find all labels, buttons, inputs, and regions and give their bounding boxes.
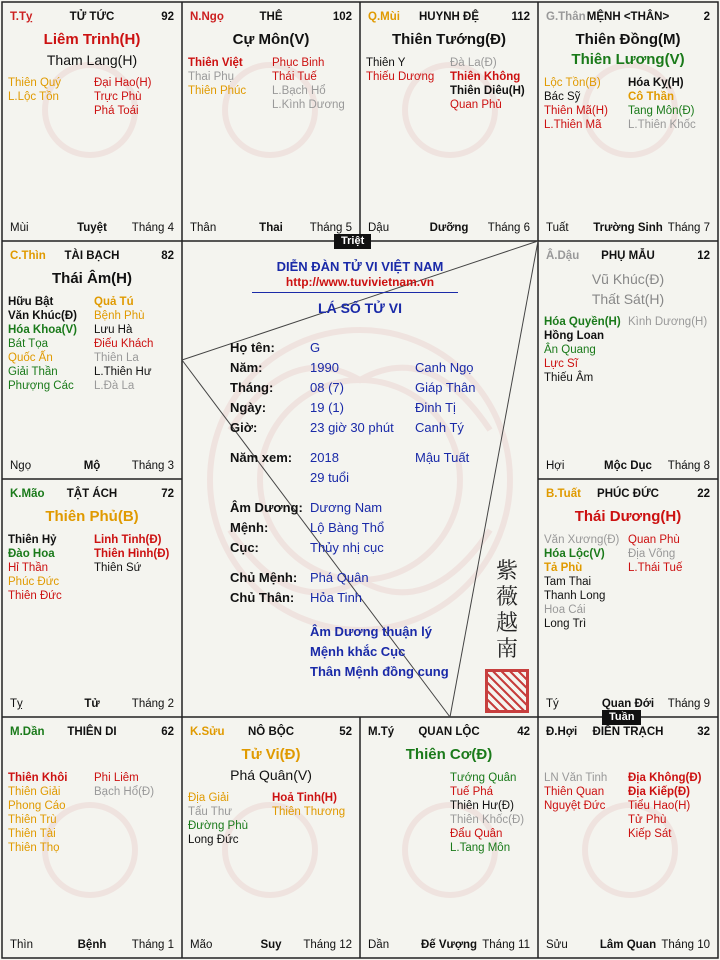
minor-stars-right: [450, 771, 524, 855]
minor-star: Thiên Không: [450, 71, 521, 83]
palace-can: Đ.Hợi: [546, 726, 578, 738]
minor-stars-right: [94, 76, 152, 118]
palace-footer: [190, 221, 352, 235]
info-extra: Mậu Tuất: [415, 450, 470, 465]
palace-number: 72: [161, 488, 174, 500]
minor-star: Bát Tọa: [8, 338, 49, 350]
info-label: Cục:: [230, 540, 259, 555]
minor-stars-right: [628, 533, 682, 575]
minor-star: Lộc Tồn(B): [544, 77, 601, 89]
minor-stars-left: [8, 76, 61, 104]
minor-star: L.Kình Dương: [272, 99, 345, 111]
minor-star: L.Lộc Tồn: [8, 91, 59, 103]
minor-star: Quan Phủ: [450, 99, 502, 111]
palace-life-stage: Trường Sinh: [593, 222, 663, 234]
palace-ty: [2, 2, 182, 241]
minor-star: Phúc Đức: [8, 576, 60, 588]
palace-number: 82: [161, 250, 174, 262]
minor-star: Long Đức: [188, 834, 239, 846]
minor-stars-right: [450, 56, 525, 112]
palace-footer: [546, 459, 710, 473]
palace-branch: Tý: [546, 698, 559, 710]
minor-stars-right: [94, 295, 153, 393]
minor-star: Kình Dương(H): [628, 316, 708, 328]
minor-star: Kiếp Sát: [628, 828, 672, 840]
palace-dan: [2, 717, 182, 958]
palace-ty2: [360, 717, 538, 958]
palace-life-stage: Thai: [259, 222, 283, 234]
info-label: Giờ:: [230, 420, 258, 435]
palace-branch: Mùi: [10, 222, 29, 234]
minor-stars-left: [366, 56, 434, 84]
palace-branch: Mão: [190, 939, 213, 951]
minor-star: Thiếu Âm: [544, 372, 594, 384]
minor-star: Địa Giải: [188, 792, 229, 804]
main-star: Thiên Đồng(M): [575, 31, 681, 48]
palace-name: TẬT ÁCH: [66, 488, 118, 500]
main-star: Phá Quân(V): [230, 767, 312, 783]
minor-stars-left: [544, 771, 607, 813]
palace-month: Tháng 12: [303, 939, 352, 951]
main-stars: [6, 269, 178, 289]
minor-star: Quả Tú: [94, 296, 134, 308]
palace-can: M.Tý: [368, 726, 395, 738]
minor-stars-right: [272, 791, 345, 819]
calligraphy-char: 紫: [495, 559, 518, 584]
minor-star: Bác Sỹ: [544, 91, 581, 103]
minor-star: Lưu Hà: [94, 324, 133, 336]
palace-footer: [368, 221, 530, 235]
minor-star: Hóa Khoa(V): [8, 324, 77, 336]
palace-life-stage: Suy: [260, 939, 282, 951]
minor-star: Hoả Tinh(H): [272, 792, 337, 804]
info-value: Phá Quân: [310, 570, 369, 585]
main-star: Tham Lang(H): [46, 52, 138, 68]
minor-star: Phượng Các: [8, 380, 74, 392]
minor-star: Đường Phù: [188, 820, 248, 832]
minor-star: Thiên Đức: [8, 590, 62, 602]
palace-header: [546, 725, 710, 741]
palace-life-stage: Tuyệt: [77, 222, 107, 234]
minor-stars-left: [8, 533, 62, 603]
palace-footer: [10, 697, 174, 711]
palace-month: Tháng 5: [309, 222, 352, 234]
palace-can: Q.Mùi: [368, 11, 400, 23]
palace-can: K.Sửu: [190, 726, 225, 738]
minor-star: Địa Không(Đ): [628, 772, 702, 784]
minor-star: Hóa Quyền(H): [544, 316, 621, 328]
palace-can: K.Mão: [10, 488, 45, 500]
palace-footer: [368, 938, 530, 952]
palace-hoi: [538, 717, 718, 958]
minor-star: Cô Thần: [628, 91, 674, 103]
info-value: Thủy nhị cục: [310, 540, 384, 555]
palace-number: 2: [703, 11, 710, 23]
minor-star: Địa Võng: [628, 548, 676, 560]
palace-name: QUAN LỘC: [418, 726, 480, 738]
minor-star: Lực Sĩ: [544, 358, 578, 370]
info-value: Lộ Bàng Thổ: [310, 520, 385, 535]
minor-star: LN Văn Tinh: [544, 772, 608, 784]
main-star: Thiên Cơ(Đ): [405, 746, 493, 763]
minor-star: Đẩu Quân: [450, 828, 503, 840]
minor-star: L.Tang Môn: [450, 842, 511, 854]
palace-footer: [546, 221, 710, 235]
minor-star: Linh Tinh(Đ): [94, 534, 162, 546]
minor-star: Thiên Trù: [8, 814, 57, 826]
minor-star: L.Thiên Mã: [544, 119, 602, 131]
info-label: Năm xem:: [230, 450, 293, 465]
palace-footer: [10, 938, 174, 952]
palace-header: [10, 249, 174, 265]
main-stars: [542, 269, 714, 309]
palace-header: [368, 10, 530, 26]
palace-ngo: [182, 2, 360, 241]
minor-star: Thiên Khôi: [8, 772, 68, 784]
palace-footer: [546, 697, 710, 711]
minor-star: Quan Phù: [628, 534, 680, 546]
palace-branch: Hợi: [546, 460, 565, 472]
palace-can: M.Dần: [10, 726, 45, 738]
main-stars: [186, 30, 356, 50]
minor-star: L.Đà La: [94, 380, 135, 392]
palace-header: [368, 725, 530, 741]
vertical-calligraphy: [492, 559, 522, 663]
palace-footer: [190, 938, 352, 952]
palace-footer: [10, 459, 174, 473]
minor-star: Thiên La: [94, 352, 139, 364]
minor-star: Phong Cáo: [8, 800, 66, 812]
palace-month: Tháng 6: [487, 222, 530, 234]
info-value: 2018: [310, 450, 339, 465]
palace-number: 92: [161, 11, 174, 23]
minor-star: Hữu Bật: [8, 296, 54, 308]
palace-than: [538, 2, 718, 241]
minor-star: Thiếu Dương: [366, 71, 435, 83]
palace-suu: [182, 717, 360, 958]
info-value: 29 tuổi: [310, 470, 350, 485]
palace-header: [546, 487, 710, 503]
info-extra: Đinh Tị: [415, 400, 456, 415]
palace-branch: Thìn: [10, 939, 34, 951]
palace-name: PHÚC ĐỨC: [597, 488, 659, 500]
info-value: Hỏa Tinh: [310, 590, 363, 605]
minor-star: Hoa Cái: [544, 604, 586, 616]
minor-star: Tướng Quân: [450, 772, 517, 784]
palace-life-stage: Quan Đới: [601, 698, 655, 710]
palace-number: 52: [339, 726, 352, 738]
minor-star: L.Thái Tuế: [628, 562, 683, 574]
minor-star: Phục Binh: [272, 57, 325, 69]
palace-can: G.Thân: [546, 11, 586, 23]
main-star: Thiên Lương(V): [571, 51, 685, 68]
info-value: 23 giờ 30 phút: [310, 420, 394, 435]
chart-title: LÁ SỐ TỬ VI: [318, 300, 402, 316]
minor-star: Nguyệt Đức: [544, 800, 606, 812]
title-divider: [252, 292, 458, 293]
minor-star: Thiên Khốc(Đ): [450, 814, 525, 826]
palace-branch: Dậu: [368, 222, 390, 234]
chart-note: Âm Dương thuận lý: [310, 624, 432, 639]
main-star: Thái Âm(H): [52, 270, 132, 287]
palace-branch: Tỵ: [10, 698, 23, 710]
main-stars: [542, 507, 714, 527]
palace-dau: [538, 241, 718, 479]
minor-star: Thanh Long: [544, 590, 606, 602]
info-value: 19 (1): [310, 400, 344, 415]
minor-star: Thiên Thương: [272, 806, 346, 818]
palace-name: ĐIỀN TRẠCH: [592, 726, 664, 738]
minor-stars-left: [8, 295, 77, 393]
minor-star: Ân Quang: [544, 344, 596, 356]
info-extra: Giáp Thân: [415, 380, 476, 395]
palace-can: B.Tuất: [546, 488, 581, 500]
palace-month: Tháng 8: [667, 460, 710, 472]
minor-stars-left: [188, 791, 248, 847]
info-extra: Canh Ngọ: [415, 360, 474, 375]
minor-star: Văn Khúc(Đ): [8, 310, 77, 322]
palace-can: T.Tỵ: [10, 11, 33, 23]
palace-life-stage: Mộc Dục: [604, 460, 652, 472]
minor-star: Thiên Tài: [8, 828, 56, 840]
palace-life-stage: Dưỡng: [429, 222, 469, 234]
main-stars: [6, 30, 178, 70]
info-label: Họ tên:: [230, 340, 275, 355]
calligraphy-char: 南: [495, 637, 518, 662]
site-url: http://www.tuvivietnam.vn: [285, 275, 435, 289]
palace-life-stage: Tử: [84, 698, 100, 710]
main-star: Cự Môn(V): [232, 31, 310, 48]
minor-star: L.Thiên Khốc: [628, 119, 696, 131]
palace-can: Â.Dậu: [546, 250, 580, 262]
minor-stars-left: [544, 533, 619, 631]
main-star: Vũ Khúc(Đ): [591, 271, 665, 287]
minor-stars-left: [544, 76, 608, 132]
palace-life-stage: Đế Vượng: [420, 939, 478, 951]
info-label: Ngày:: [230, 400, 267, 415]
palace-month: Tháng 7: [667, 222, 710, 234]
main-star: Tử Vi(Đ): [241, 746, 301, 763]
palace-life-stage: Bệnh: [77, 939, 107, 951]
info-label: Tháng:: [230, 380, 274, 395]
center-info-panel: [182, 241, 538, 717]
minor-star: Thiên Hỷ: [8, 534, 57, 546]
palace-name: HUYNH ĐỆ: [418, 11, 480, 23]
minor-star: Tam Thai: [544, 576, 592, 588]
palace-name: TỬ TỨC: [69, 11, 115, 23]
palace-number: 62: [161, 726, 174, 738]
palace-mao: [2, 479, 182, 717]
minor-star: Thiên Giải: [8, 786, 61, 798]
minor-stars-left: [8, 771, 67, 855]
palace-tuat: [538, 479, 718, 717]
palace-name: THÊ: [259, 11, 283, 23]
info-label: Năm:: [230, 360, 263, 375]
minor-star: Địa Kiếp(Đ): [628, 786, 690, 798]
info-value: 1990: [310, 360, 339, 375]
palace-header: [10, 487, 174, 503]
palace-branch: Ngọ: [10, 460, 32, 472]
minor-star: Hóa Kỵ(H): [628, 77, 684, 89]
info-label: Chủ Mệnh:: [230, 570, 298, 585]
minor-star: Bệnh Phù: [94, 310, 145, 322]
main-stars: [6, 507, 178, 527]
info-value: 08 (7): [310, 380, 344, 395]
info-value: Dương Nam: [310, 500, 383, 515]
main-star: Thiên Tướng(Đ): [391, 31, 506, 48]
minor-stars-left: [188, 56, 246, 98]
palace-thin: [2, 241, 182, 479]
palace-branch: Tuất: [546, 222, 569, 234]
minor-star: Giải Thần: [8, 366, 58, 378]
palace-month: Tháng 2: [131, 698, 174, 710]
palace-branch: Sửu: [546, 939, 568, 951]
palace-footer: [10, 221, 174, 235]
minor-star: Tấu Thư: [188, 806, 232, 818]
palace-header: [10, 10, 174, 26]
palace-name: THIÊN DI: [67, 726, 117, 738]
palace-month: Tháng 9: [667, 698, 710, 710]
minor-star: Thái Tuế: [272, 71, 317, 83]
minor-star: Bạch Hổ(Đ): [94, 786, 155, 798]
palace-header: [190, 10, 352, 26]
palace-header: [546, 10, 710, 26]
minor-star: Quốc Ấn: [8, 352, 53, 364]
palace-header: [190, 725, 352, 741]
info-value: G: [310, 340, 321, 355]
minor-star: Tiểu Hao(H): [628, 800, 691, 812]
palace-name: MỆNH <THÂN>: [586, 11, 670, 23]
main-stars: [364, 30, 534, 50]
minor-star: Thiên Quan: [544, 786, 605, 798]
minor-star: Đại Hao(H): [94, 77, 152, 89]
main-stars: [364, 745, 534, 765]
minor-star: Tang Môn(Đ): [628, 105, 695, 117]
minor-star: Tuế Phá: [450, 786, 494, 798]
palace-mui: [360, 2, 538, 241]
palace-number: 22: [697, 488, 710, 500]
palace-number: 12: [697, 250, 710, 262]
palace-number: 112: [511, 11, 530, 23]
palace-can: C.Thìn: [10, 250, 46, 262]
minor-star: Phá Toái: [94, 105, 139, 117]
minor-star: Đà La(Đ): [450, 57, 497, 69]
main-stars: [542, 30, 714, 70]
minor-star: L.Bạch Hổ: [272, 85, 326, 97]
chart-note: Mệnh khắc Cục: [310, 644, 406, 659]
minor-stars-right: [628, 771, 701, 841]
tuan-marker: Tuần: [602, 710, 641, 725]
minor-stars-right: [94, 533, 169, 575]
palace-month: Tháng 1: [131, 939, 174, 951]
minor-star: Thai Phụ: [188, 71, 235, 83]
minor-star: Thiên Hư(Đ): [450, 800, 514, 812]
minor-star: L.Thiên Hư: [94, 366, 152, 378]
palace-name: PHỤ MẪU: [601, 250, 655, 262]
minor-star: Thiên Hình(Đ): [94, 548, 170, 560]
minor-star: Tả Phù: [544, 562, 583, 574]
main-stars: [186, 745, 356, 785]
palace-month: Tháng 4: [131, 222, 174, 234]
minor-stars-right: [94, 771, 154, 799]
minor-star: Trực Phù: [94, 91, 142, 103]
palace-life-stage: Lâm Quan: [599, 939, 657, 951]
info-extra: Canh Tý: [415, 420, 464, 435]
info-label: Âm Dương:: [230, 500, 303, 515]
palace-name: TÀI BẠCH: [64, 250, 120, 262]
site-name: DIỄN ĐÀN TỬ VI VIỆT NAM: [276, 259, 444, 274]
triet-marker: Triệt: [334, 234, 371, 249]
calligraphy-char: 越: [495, 611, 518, 636]
minor-star: Tử Phù: [628, 814, 667, 826]
minor-star: Văn Xương(Đ): [544, 534, 620, 546]
minor-star: Điếu Khách: [94, 338, 154, 350]
minor-star: Thiên Quý: [8, 77, 62, 89]
minor-star: Thiên Thọ: [8, 842, 60, 854]
red-seal-stamp: [485, 669, 529, 713]
calligraphy-char: 薇: [495, 585, 518, 610]
palace-number: 102: [332, 11, 352, 23]
minor-star: Thiên Phúc: [188, 85, 247, 97]
minor-stars-right: [628, 76, 696, 132]
palace-month: Tháng 10: [661, 939, 710, 951]
palace-name: NÔ BỘC: [248, 726, 294, 738]
minor-star: Hồng Loan: [544, 330, 605, 342]
minor-stars-right: [628, 315, 707, 329]
minor-star: Thiên Sứ: [94, 562, 142, 574]
palace-number: 32: [697, 726, 710, 738]
palace-month: Tháng 11: [482, 939, 530, 951]
minor-star: Đào Hoa: [8, 548, 55, 560]
info-label: Chủ Thân:: [230, 590, 295, 605]
minor-star: Thiên Mã(H): [544, 105, 608, 117]
minor-stars-left: [544, 315, 621, 385]
main-star: Thái Dương(H): [574, 508, 682, 525]
palace-life-stage: Mộ: [83, 460, 101, 472]
minor-star: Thiên Y: [366, 57, 406, 69]
minor-star: Long Trì: [544, 618, 587, 630]
minor-star: Hóa Lộc(V): [544, 548, 605, 560]
palace-month: Tháng 3: [131, 460, 174, 472]
palace-header: [546, 249, 710, 265]
palace-can: N.Ngọ: [190, 11, 224, 23]
palace-number: 42: [517, 726, 530, 738]
main-star: Liêm Trinh(H): [43, 31, 141, 48]
palace-branch: Dần: [368, 939, 390, 951]
palace-header: [10, 725, 174, 741]
minor-star: Thiên Việt: [188, 57, 243, 69]
palace-branch: Thân: [190, 222, 217, 234]
main-star: Thiên Phủ(B): [45, 508, 139, 525]
chart-note: Thân Mệnh đồng cung: [310, 664, 449, 679]
minor-star: Thiên Diêu(H): [450, 85, 525, 97]
palace-footer: [546, 938, 710, 952]
info-label: Mệnh:: [230, 520, 269, 535]
main-star: Thất Sát(H): [591, 291, 665, 307]
minor-star: Phi Liêm: [94, 772, 139, 784]
minor-stars-right: [272, 56, 345, 112]
minor-star: Hỉ Thần: [8, 562, 49, 574]
